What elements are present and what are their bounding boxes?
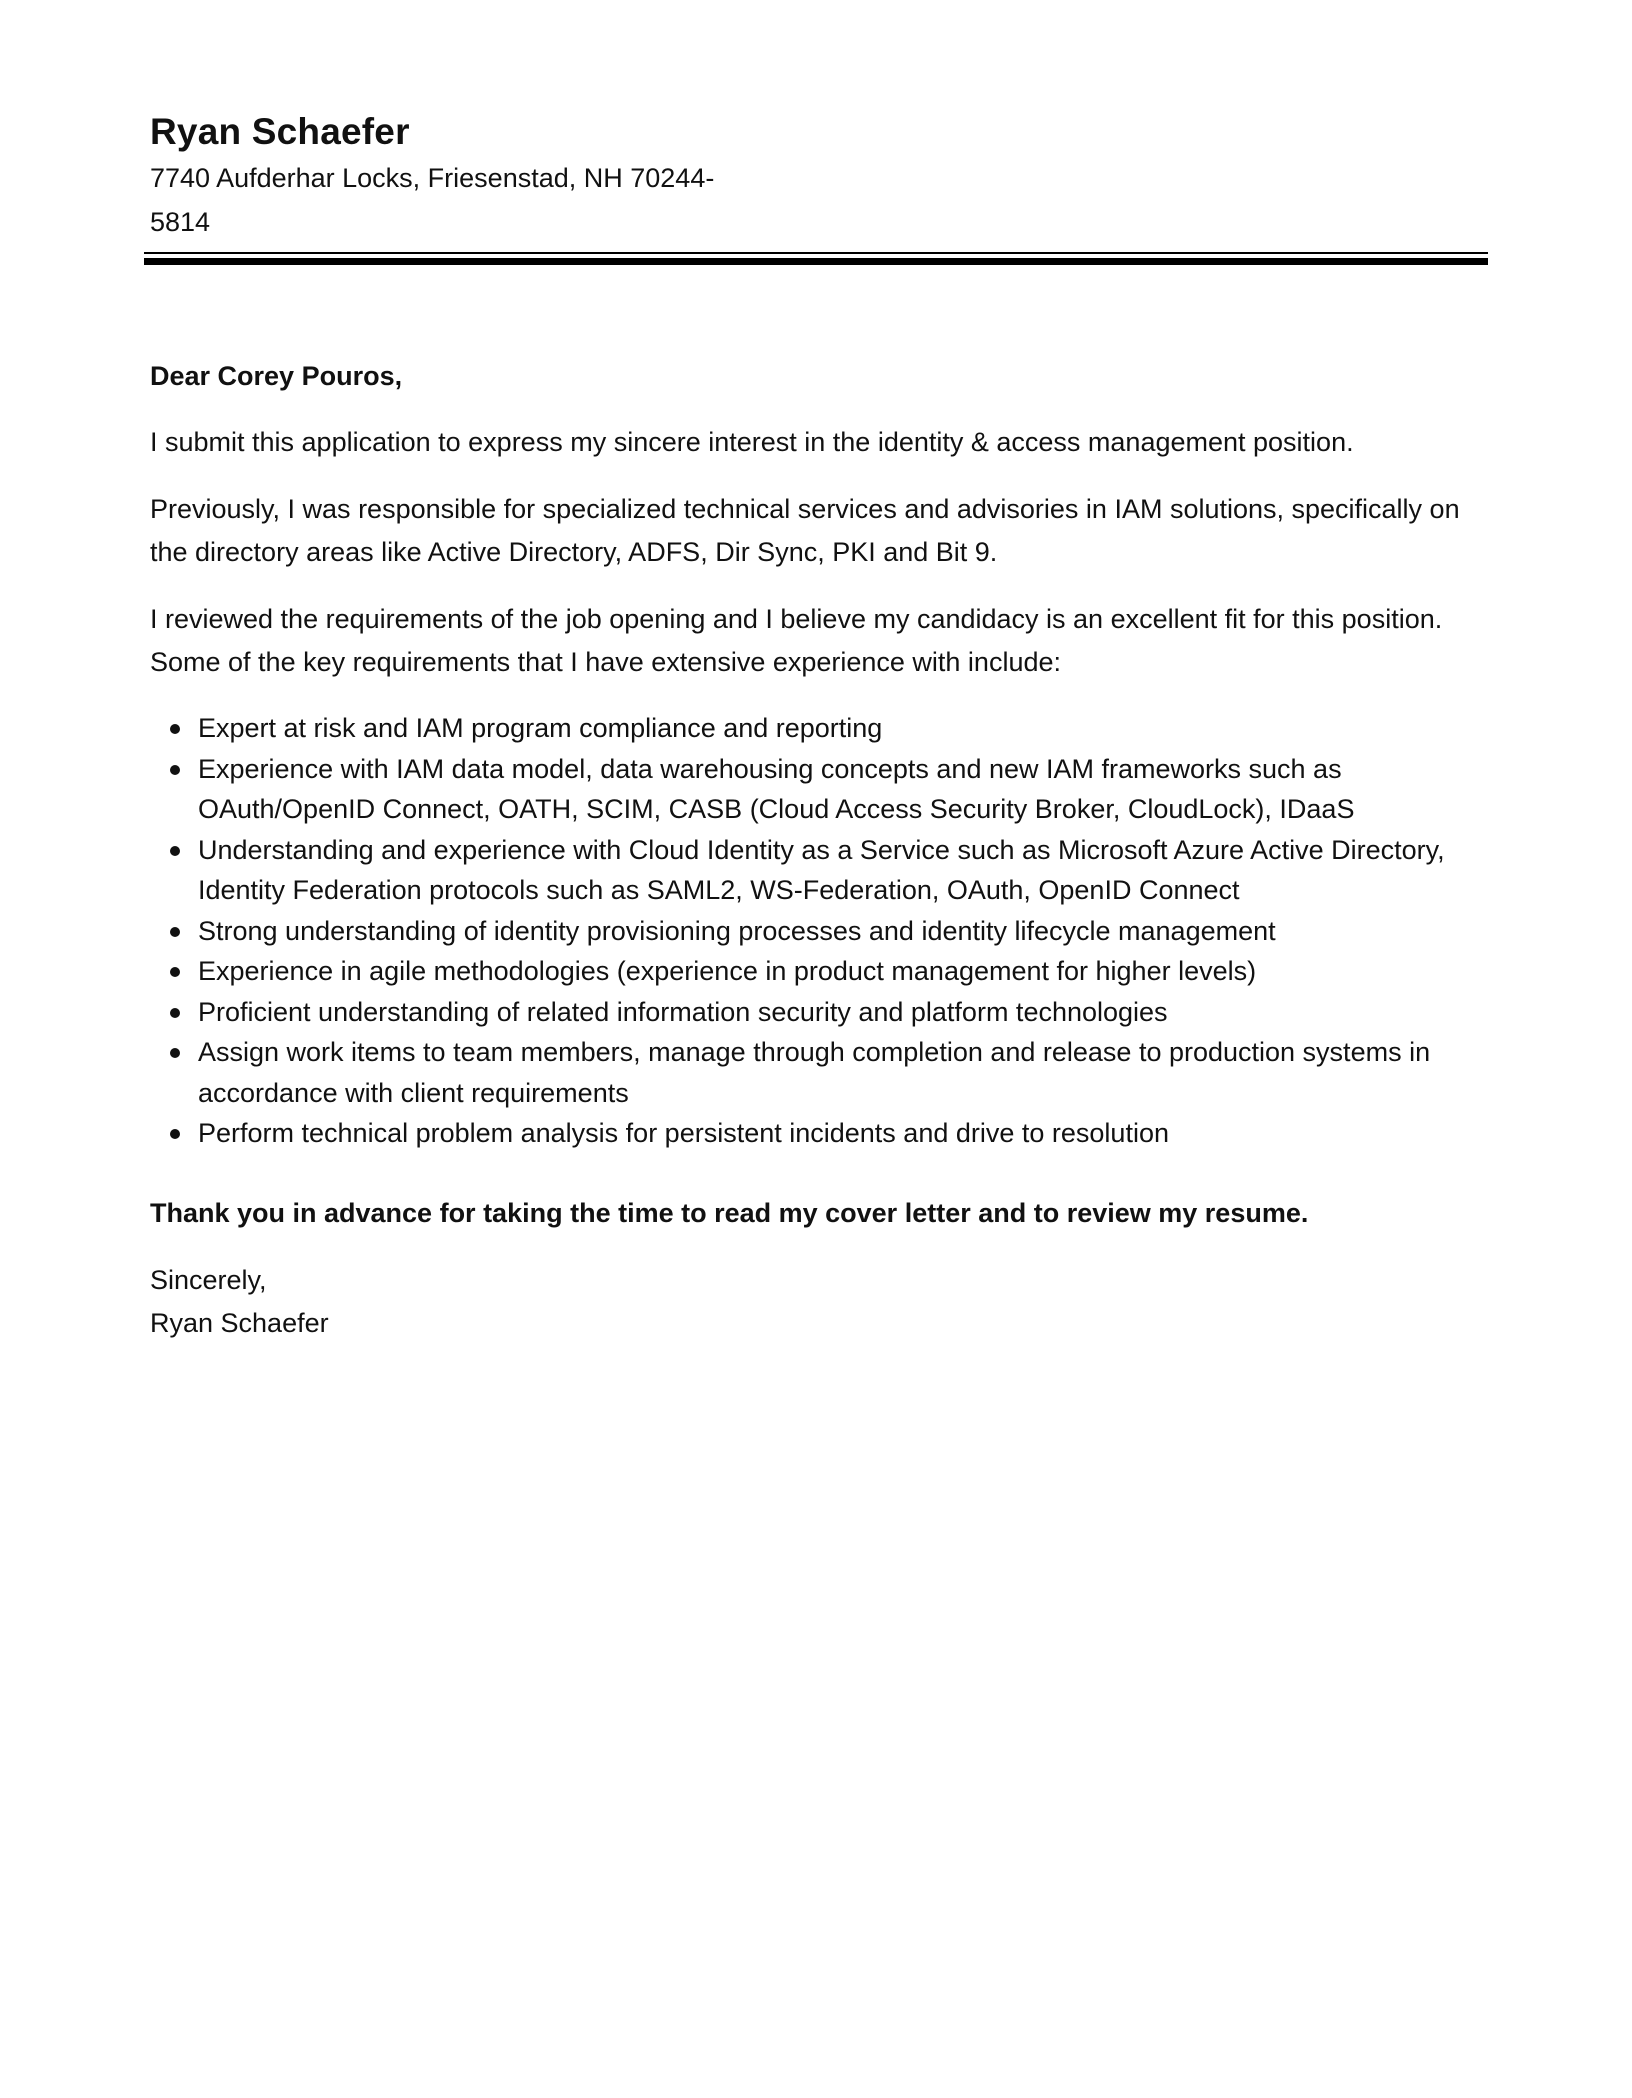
list-item-text: Understanding and experience with Cloud Identity as a Service such as Microsoft Azure Active Directory, Identity Federation protocols such as SAML2, WS-Federation, OAuth, OpenID Connect [198,834,1445,905]
list-item-text: Experience with IAM data model, data warehousing concepts and new IAM frameworks such as OAuth/OpenID Connect, OATH, SCIM, CASB (Cloud Access Security Broker, CloudLock), IDaaS [198,753,1355,824]
bullet-icon [170,1129,180,1139]
bullet-icon [170,846,180,856]
list-item [150,708,1480,749]
list-item-text: Proficient understanding of related information security and platform technologies [198,996,1168,1027]
list-item [150,1113,1480,1154]
list-item-text: Experience in agile methodologies (experience in product management for higher levels) [198,956,1257,986]
list-item [150,951,1480,992]
paragraph-requirements-intro: I reviewed the requirements of the job opening and I believe my candidacy is an excellent fit for this position. Some of the key requirements that I have extensive experience with include: [150,604,1443,677]
header-divider-thick [144,258,1488,265]
bullet-icon [170,1008,180,1018]
bullet-icon [170,967,180,977]
sender-address: 7740 Aufderhar Locks, Friesenstad, NH 70244-5814 [150,163,715,237]
list-item-text: Expert at risk and IAM program compliance and reporting [198,713,883,743]
list-item [150,1032,1480,1113]
list-item [150,911,1480,952]
list-item [150,830,1480,911]
closing-thanks: Thank you in advance for taking the time to read my cover letter and to review my resume. [150,1197,1309,1228]
bullet-icon [170,927,180,937]
bullet-icon [170,765,180,775]
bullet-icon [170,1048,180,1058]
requirements-list [150,708,1480,1154]
closing-phrase: Sincerely, [150,1264,267,1295]
paragraph-experience: Previously, I was responsible for specialized technical services and advisories in IAM solutions, specifically on the directory areas like Active Directory, ADFS, Dir Sync, PKI and Bit 9. [150,494,1460,567]
list-item-text: Strong understanding of identity provisioning processes and identity lifecycle management [198,915,1276,946]
paragraph-intro: I submit this application to express my sincere interest in the identity & access management position. [150,427,1354,457]
list-item-text: Assign work items to team members, manage through completion and release to production systems in accordance with client requirements [198,1037,1431,1108]
list-item [150,749,1480,830]
list-item-text: Perform technical problem analysis for persistent incidents and drive to resolution [198,1118,1169,1148]
signature-name: Ryan Schaefer [150,1307,329,1338]
list-item [150,992,1480,1033]
salutation: Dear Corey Pouros, [150,361,403,391]
header-divider-thin [144,252,1488,254]
bullet-icon [170,724,180,734]
sender-name: Ryan Schaefer [150,111,410,152]
letter-body [150,355,1480,1345]
letter-header [150,110,1490,244]
